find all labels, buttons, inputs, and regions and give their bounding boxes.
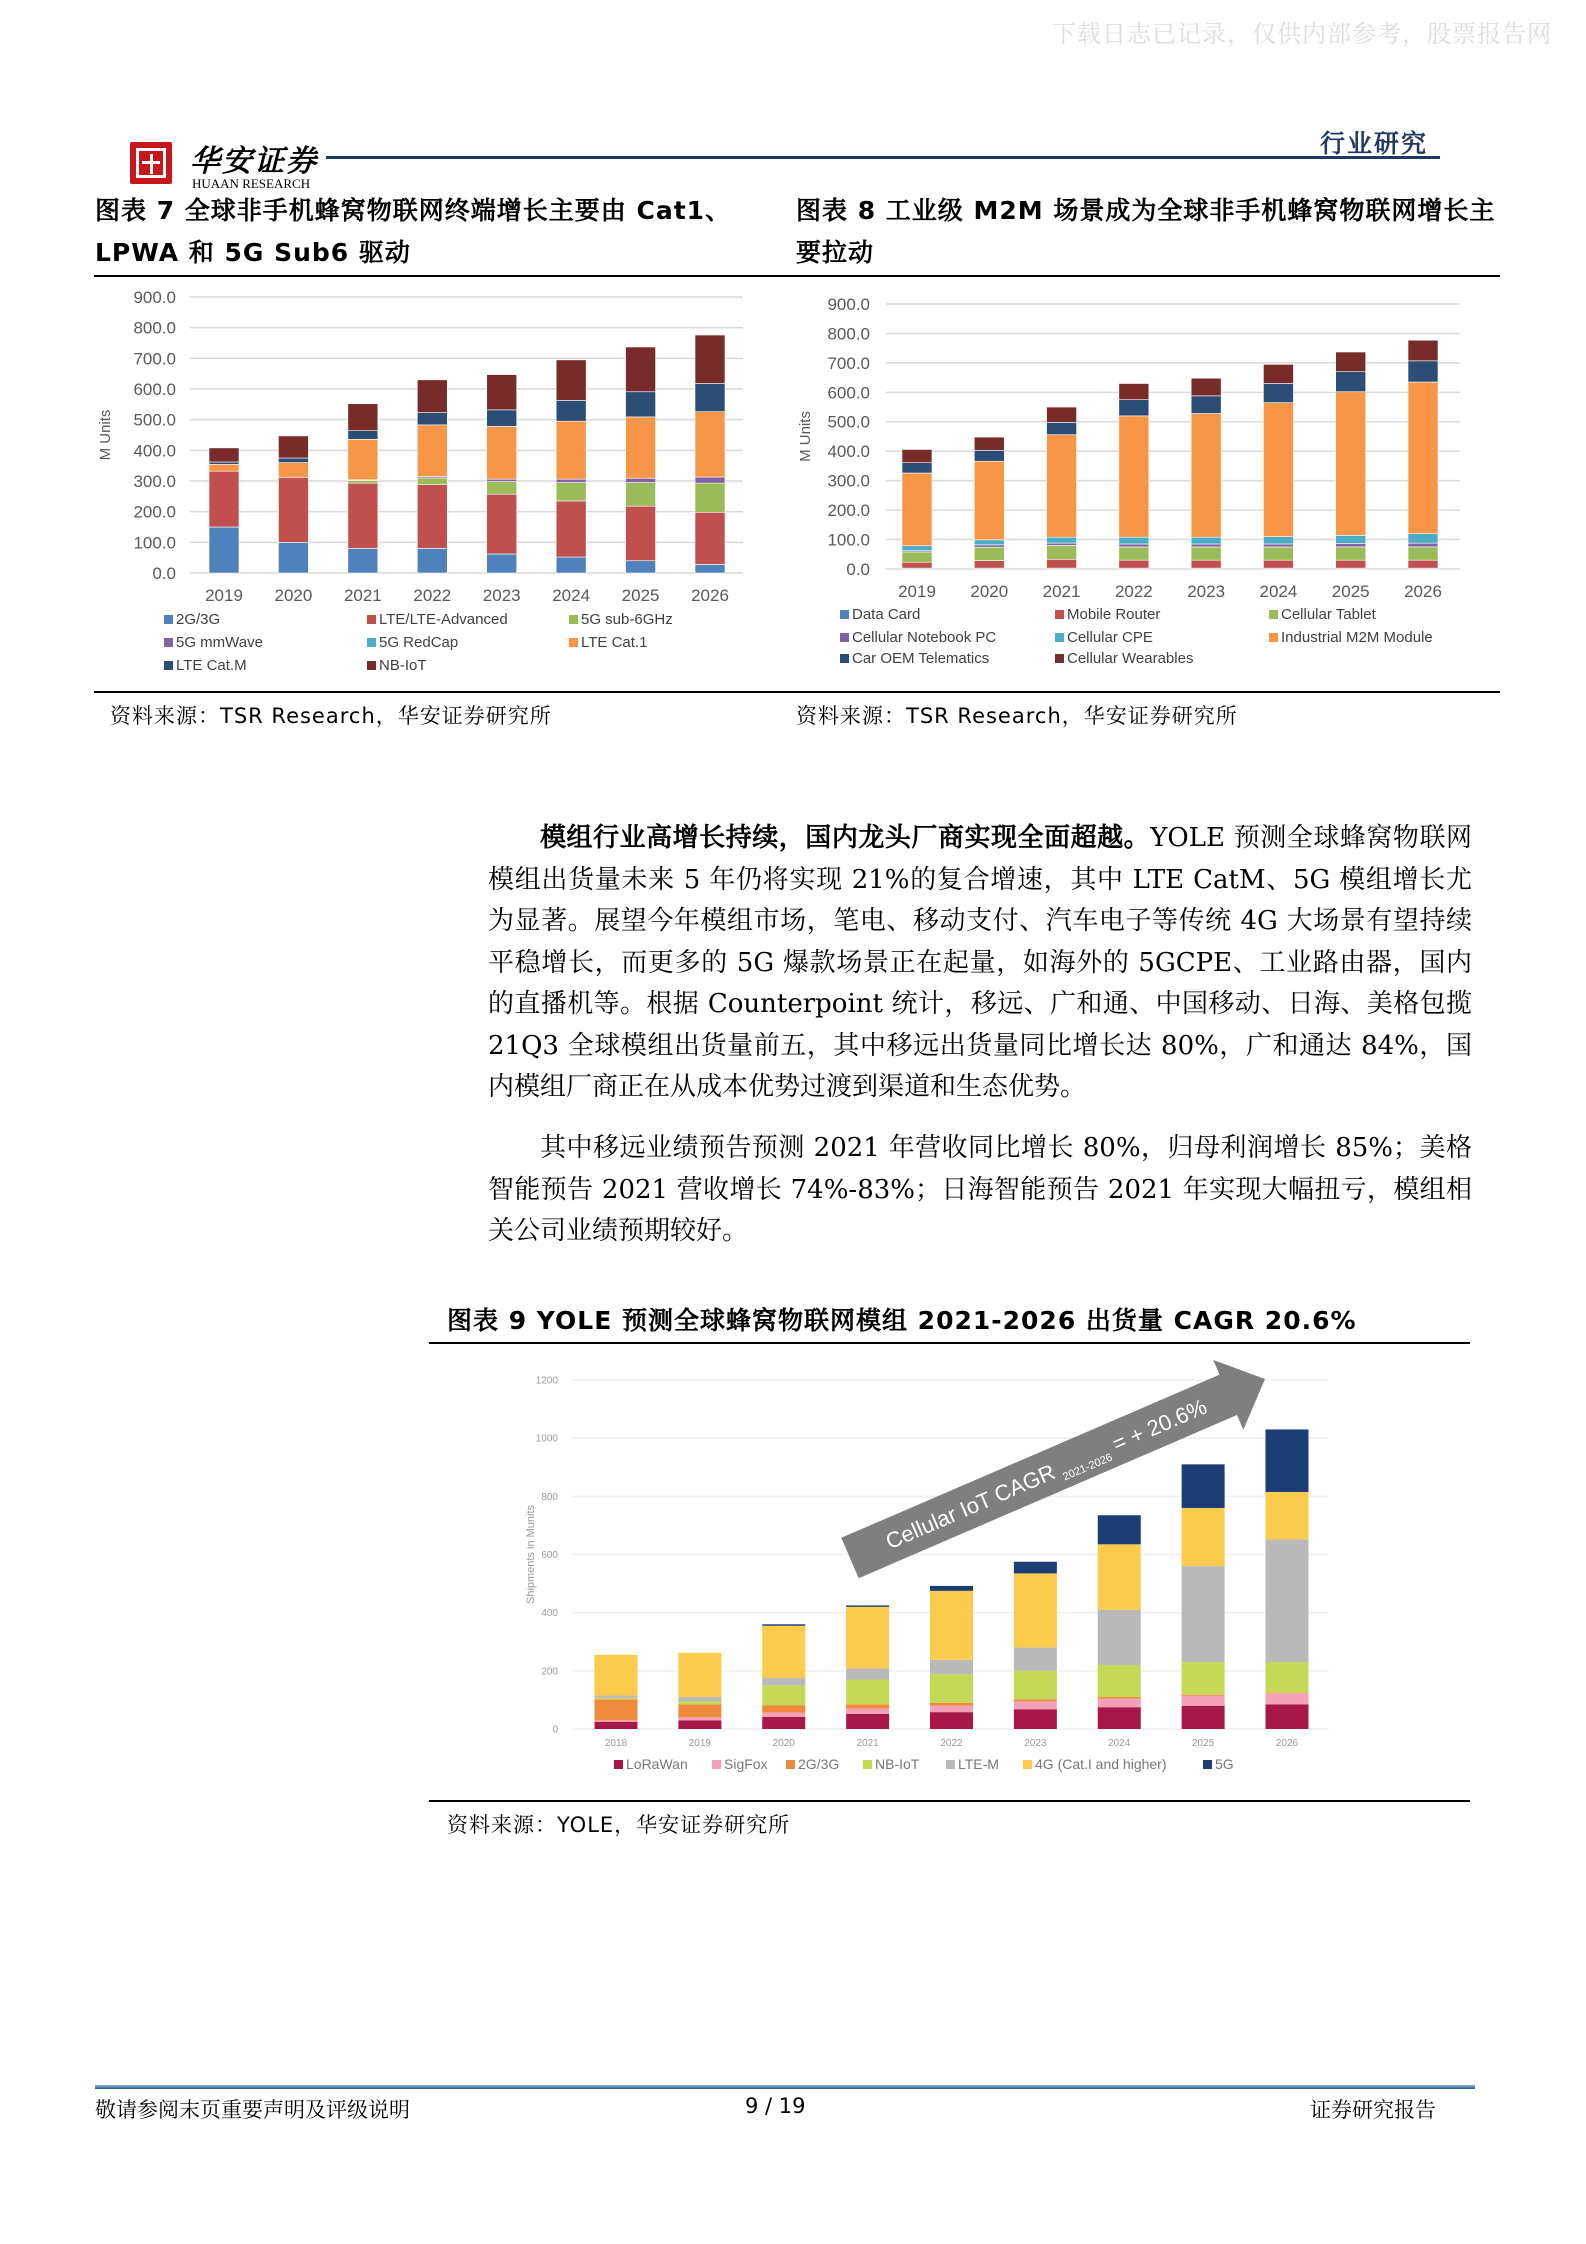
y-tick-label: 800 <box>541 1491 558 1503</box>
figure-9-source: 资料来源：YOLE，华安证券研究所 <box>447 1813 791 1837</box>
figure-9-bottom-rule <box>429 1800 1470 1802</box>
y-tick-label: 0 <box>552 1724 558 1736</box>
y-tick-label: 600.0 <box>827 383 870 403</box>
legend-label: Mobile Router <box>1067 606 1161 623</box>
bar-segment-cellular-cpe <box>1047 537 1077 543</box>
bar-segment-2g-3g <box>278 542 308 573</box>
bar-segment-lte-lte-advanced <box>209 471 239 527</box>
bar-segment-lte-lte-advanced <box>487 494 517 554</box>
bar-segment-sigfox <box>595 1720 638 1721</box>
bar-segment-lte-m <box>1098 1610 1141 1665</box>
bar-segment-2g-3g <box>762 1705 805 1712</box>
bar-segment-car-oem-telematics <box>1191 396 1221 414</box>
y-tick-label: 500.0 <box>827 412 870 432</box>
bar-segment-lte-lte-advanced <box>348 483 378 548</box>
bar-segment-cellular-notebook-pc <box>1408 543 1438 547</box>
bar-segment-nb-iot <box>762 1685 805 1705</box>
bar-segment-sigfox <box>1182 1696 1225 1706</box>
bar-segment-2g-3g <box>678 1704 721 1717</box>
x-tick-label: 2019 <box>898 582 936 601</box>
bar-segment-lte-cat-1 <box>695 412 725 477</box>
figure-top-rule <box>94 275 1500 277</box>
y-tick-label: 200.0 <box>827 501 870 521</box>
legend-label: Car OEM Telematics <box>852 650 990 667</box>
bar-segment-5g <box>846 1605 889 1606</box>
bar-segment-lte-cat-m <box>626 392 656 417</box>
bar-segment-lte-cat-1 <box>209 464 239 471</box>
figure-7-title: 图表 7 全球非手机蜂窝物联网终端增长主要由 Cat1、LPWA 和 5G Sub6 驱动 <box>95 196 732 267</box>
watermark: 下载日志已记录，仅供内部参考，股票报告网 <box>1052 20 1552 48</box>
bar-segment-cellular-wearables <box>902 449 932 462</box>
x-tick-label: 2019 <box>688 1738 711 1749</box>
bar-segment-lte-lte-advanced <box>626 506 656 561</box>
bar-segment-5g <box>930 1586 973 1591</box>
bar-segment-nb-iot <box>487 375 517 410</box>
legend-swatch <box>367 638 376 647</box>
legend-swatch <box>1055 633 1064 642</box>
bar-segment-2g-3g <box>930 1703 973 1706</box>
y-tick-label: 300.0 <box>827 471 870 491</box>
bar-segment-5g-sub-6ghz <box>695 483 725 512</box>
bar-segment-4g-cat-i-and-higher- <box>1014 1573 1057 1647</box>
y-tick-label: 1200 <box>535 1375 558 1387</box>
bar-segment-5g <box>1098 1515 1141 1544</box>
x-tick-label: 2023 <box>482 586 521 605</box>
x-tick-label: 2025 <box>1331 582 1370 601</box>
bar-segment-cellular-wearables <box>1336 352 1366 372</box>
bar-segment-industrial-m2m-module <box>974 461 1004 540</box>
bar-segment-cellular-tablet <box>1191 547 1221 560</box>
bar-segment-cellular-wearables <box>1263 364 1293 383</box>
footer-report-type: 证券研究报告 <box>1310 2098 1436 2122</box>
bar-segment-cellular-wearables <box>1408 340 1438 361</box>
bar-segment-industrial-m2m-module <box>1119 416 1149 537</box>
bar-segment-lte-cat-m <box>209 462 239 464</box>
bar-segment-sigfox <box>762 1712 805 1716</box>
bar-segment-cellular-cpe <box>1408 534 1438 543</box>
legend-label: LTE/LTE-Advanced <box>379 611 508 628</box>
bar-segment-5g-mmwave <box>626 478 656 482</box>
bar-segment-2g-3g <box>695 564 725 573</box>
bar-segment-car-oem-telematics <box>1119 400 1149 416</box>
x-tick-label: 2023 <box>1187 582 1226 601</box>
bar-segment-cellular-tablet <box>974 547 1004 560</box>
page-number: 9 / 19 <box>745 2094 806 2118</box>
bar-segment-lte-m <box>1182 1566 1225 1662</box>
bar-segment-industrial-m2m-module <box>1047 435 1077 537</box>
bar-segment-mobile-router <box>1263 560 1293 568</box>
bar-segment-mobile-router <box>902 562 932 568</box>
bar-segment-car-oem-telematics <box>974 450 1004 461</box>
x-tick-label: 2018 <box>604 1738 628 1749</box>
bar-segment-sigfox <box>1266 1693 1309 1704</box>
bar-segment-2g-3g <box>595 1699 638 1720</box>
y-tick-label: 900.0 <box>133 287 176 307</box>
bar-segment-car-oem-telematics <box>1263 384 1293 403</box>
bar-segment-2g-3g <box>1182 1695 1225 1696</box>
legend-label: 2G/3G <box>176 611 221 628</box>
logo-icon <box>130 142 172 184</box>
bar-segment-lte-cat-m <box>556 400 586 421</box>
y-tick-label: 100.0 <box>827 530 870 550</box>
x-tick-label: 2021 <box>856 1738 879 1749</box>
bar-segment-5g-sub-6ghz <box>417 478 447 485</box>
bar-segment-lte-cat-m <box>695 383 725 411</box>
bar-segment-lte-cat-1 <box>278 463 308 478</box>
legend-label: Cellular Notebook PC <box>852 629 997 646</box>
x-tick-label: 2024 <box>1108 1738 1131 1749</box>
bar-segment-sigfox <box>1014 1701 1057 1709</box>
bar-segment-lte-m <box>1014 1648 1057 1671</box>
chart-fig8 <box>790 280 1490 690</box>
bar-segment-2g-3g <box>1014 1699 1057 1701</box>
bar-segment-lte-cat-1 <box>417 425 447 477</box>
bar-segment-4g-cat-i-and-higher- <box>595 1655 638 1696</box>
legend-label: 5G mmWave <box>176 634 263 651</box>
bar-segment-cellular-notebook-pc <box>1047 543 1077 545</box>
footer-divider <box>95 2085 1475 2089</box>
bar-segment-cellular-cpe <box>902 546 932 551</box>
bar-segment-lte-m <box>846 1669 889 1680</box>
bar-segment-lte-cat-m <box>348 431 378 440</box>
bar-segment-nb-iot <box>556 360 586 400</box>
chart-fig7 <box>90 280 760 690</box>
bar-segment-5g <box>1182 1464 1225 1508</box>
legend-label: 5G RedCap <box>379 634 459 651</box>
legend-swatch <box>1023 1760 1032 1769</box>
bar-segment-nb-iot <box>846 1680 889 1705</box>
x-tick-label: 2022 <box>940 1738 963 1749</box>
bar-segment-cellular-cpe <box>1336 535 1366 543</box>
y-tick-label: 400.0 <box>133 441 176 461</box>
bar-segment-5g-mmwave <box>487 479 517 481</box>
bar-segment-cellular-notebook-pc <box>1336 543 1366 547</box>
x-tick-label: 2024 <box>1259 582 1298 601</box>
bar-segment-sigfox <box>1098 1698 1141 1707</box>
bar-segment-lorawan <box>1266 1704 1309 1729</box>
bar-segment-cellular-cpe <box>1263 537 1293 544</box>
bar-segment-nb-iot <box>695 335 725 383</box>
bar-segment-mobile-router <box>1191 560 1221 568</box>
bar-segment-nb-iot <box>1182 1662 1225 1695</box>
bar-segment-cellular-wearables <box>1119 384 1149 400</box>
bar-segment-nb-iot <box>678 1701 721 1704</box>
bar-segment-cellular-notebook-pc <box>1191 544 1221 547</box>
legend-label: Data Card <box>852 606 921 623</box>
bar-segment-cellular-wearables <box>974 437 1004 450</box>
legend-label: Cellular Wearables <box>1067 650 1194 667</box>
y-tick-label: 600.0 <box>133 379 176 399</box>
legend-label: Cellular Tablet <box>1281 606 1376 623</box>
y-axis-label: M Units <box>97 409 114 461</box>
legend-swatch <box>946 1760 955 1769</box>
y-tick-label: 800.0 <box>827 324 870 344</box>
figure-9-top-rule <box>429 1342 1470 1344</box>
bar-segment-lte-m <box>595 1696 638 1698</box>
legend-swatch <box>1269 610 1278 619</box>
y-axis-label: M Units <box>797 411 814 462</box>
bar-segment-2g-3g <box>1098 1697 1141 1698</box>
bar-segment-2g-3g <box>626 561 656 573</box>
bar-segment-5g-sub-6ghz <box>487 482 517 495</box>
x-tick-label: 2024 <box>552 586 591 605</box>
bar-segment-lorawan <box>1182 1706 1225 1729</box>
y-tick-label: 200 <box>541 1666 558 1678</box>
bar-segment-nb-iot <box>1266 1662 1309 1693</box>
x-tick-label: 2022 <box>413 586 452 605</box>
bar-segment-2g-3g <box>1266 1693 1309 1694</box>
bar-segment-cellular-cpe <box>1191 537 1221 544</box>
legend-swatch <box>1055 654 1064 663</box>
x-tick-label: 2022 <box>1114 582 1153 601</box>
figure-9-title: 图表 9 YOLE 预测全球蜂窝物联网模组 2021-2026 出货量 CAGR 20.6% <box>447 1306 1357 1335</box>
bar-segment-4g-cat-i-and-higher- <box>762 1626 805 1678</box>
bar-segment-4g-cat-i-and-higher- <box>930 1591 973 1660</box>
y-tick-label: 600 <box>541 1550 558 1561</box>
bar-segment-lte-m <box>1266 1539 1309 1662</box>
bar-segment-5g-sub-6ghz <box>348 480 378 483</box>
bar-segment-lorawan <box>1014 1709 1057 1729</box>
bar-segment-industrial-m2m-module <box>1408 382 1438 534</box>
x-tick-label: 2023 <box>1024 1738 1047 1749</box>
x-tick-label: 2025 <box>1192 1738 1215 1749</box>
legend-label: LTE Cat.1 <box>581 634 648 651</box>
bar-segment-5g-sub-6ghz <box>626 483 656 507</box>
legend-swatch <box>367 661 376 670</box>
bar-segment-2g-3g <box>209 527 239 573</box>
x-tick-label: 2020 <box>772 1738 795 1749</box>
bar-segment-industrial-m2m-module <box>902 473 932 546</box>
bar-segment-cellular-tablet <box>902 552 932 562</box>
figure-8-source: 资料来源：TSR Research，华安证券研究所 <box>796 704 1238 728</box>
body-paragraph-2: 其中移远业绩预告预测 2021 年营收同比增长 80%，归母利润增长 85%；美格智能预告 2021 营收增长 74%-83%；日海智能预告 2021 年实现大幅扭亏，模组相关公司业绩预期较好。 <box>488 1133 1472 1246</box>
y-tick-label: 400 <box>541 1608 558 1620</box>
bar-segment-5g <box>1266 1429 1309 1492</box>
bar-segment-nb-iot <box>595 1698 638 1699</box>
legend-swatch <box>712 1760 721 1769</box>
body-paragraph-1 <box>488 818 1472 1109</box>
x-tick-label: 2019 <box>205 586 243 605</box>
bar-segment-mobile-router <box>1408 560 1438 568</box>
paragraph-lead: 模组行业高增长持续，国内龙头厂商实现全面超越。 <box>540 823 1151 853</box>
logo-subtext: HUAAN RESEARCH <box>192 176 311 191</box>
bar-segment-cellular-notebook-pc <box>974 545 1004 547</box>
bar-segment-cellular-cpe <box>1119 537 1149 544</box>
bar-segment-lorawan <box>1098 1707 1141 1729</box>
bar-segment-lte-cat-m <box>417 413 447 425</box>
bar-segment-nb-iot <box>417 380 447 413</box>
bar-segment-lte-m <box>678 1697 721 1701</box>
x-tick-label: 2021 <box>343 586 382 605</box>
bar-segment-lte-cat-m <box>278 458 308 463</box>
bar-segment-5g-mmwave <box>556 479 586 482</box>
y-axis-label: Shipments in Munits <box>525 1504 537 1605</box>
figure-7-source: 资料来源：TSR Research，华安证券研究所 <box>110 704 552 728</box>
legend-label: Industrial M2M Module <box>1281 629 1433 646</box>
bar-segment-cellular-tablet <box>1047 545 1077 559</box>
bar-segment-nb-iot <box>930 1674 973 1703</box>
bar-segment-2g-3g <box>348 548 378 573</box>
x-tick-label: 2021 <box>1042 582 1081 601</box>
legend-swatch <box>863 1760 872 1769</box>
legend-swatch <box>569 638 578 647</box>
bar-segment-lte-cat-1 <box>487 426 517 479</box>
bar-segment-cellular-tablet <box>1263 547 1293 560</box>
y-tick-label: 100.0 <box>133 533 176 553</box>
bar-segment-nb-iot <box>278 436 308 458</box>
bar-segment-lte-cat-m <box>487 410 517 427</box>
legend-label: 4G (Cat.I and higher) <box>1035 1756 1167 1772</box>
bar-segment-sigfox <box>846 1709 889 1714</box>
bar-segment-sigfox <box>678 1717 721 1720</box>
bar-segment-mobile-router <box>1119 560 1149 568</box>
bar-segment-2g-3g <box>417 548 447 573</box>
bar-segment-cellular-tablet <box>1336 547 1366 560</box>
y-tick-label: 1000 <box>535 1433 558 1445</box>
bar-segment-cellular-wearables <box>1047 407 1077 422</box>
bar-segment-industrial-m2m-module <box>1191 414 1221 538</box>
bar-segment-car-oem-telematics <box>1408 361 1438 382</box>
legend-swatch <box>614 1760 623 1769</box>
bar-segment-lte-cat-1 <box>556 421 586 479</box>
y-tick-label: 800.0 <box>133 318 176 338</box>
legend-swatch <box>569 615 578 624</box>
bar-segment-lorawan <box>762 1717 805 1729</box>
y-tick-label: 400.0 <box>827 442 870 462</box>
legend-swatch <box>840 633 849 642</box>
legend-label: Cellular CPE <box>1067 629 1153 646</box>
bar-segment-mobile-router <box>974 560 1004 568</box>
y-tick-label: 700.0 <box>133 349 176 369</box>
legend-label: NB-IoT <box>379 657 427 674</box>
bar-segment-4g-cat-i-and-higher- <box>1098 1544 1141 1609</box>
bar-segment-lorawan <box>930 1712 973 1729</box>
footer-disclaimer: 敬请参阅末页重要声明及评级说明 <box>95 2098 410 2122</box>
bar-segment-nb-iot <box>348 404 378 431</box>
x-tick-label: 2026 <box>1275 1738 1299 1749</box>
bar-segment-4g-cat-i-and-higher- <box>678 1653 721 1697</box>
cagr-annotation: Cellular IoT CAGR $_{2021-2026}$ = + 20.6% <box>881 1393 1211 1555</box>
bar-segment-car-oem-telematics <box>1047 422 1077 434</box>
bar-segment-nb-iot <box>209 448 239 462</box>
bar-segment-industrial-m2m-module <box>1263 403 1293 537</box>
legend-label: SigFox <box>724 1756 768 1772</box>
x-tick-label: 2020 <box>970 582 1009 601</box>
bar-segment-lte-lte-advanced <box>695 512 725 564</box>
paragraph-text: YOLE 预测全球蜂窝物联网模组出货量未来 5 年仍将实现 21%的复合增速，其中 LTE CatM、5G 模组增长尤为显著。展望今年模组市场，笔电、移动支付、汽车电子等传统 4G 大场景有望持续平稳增长，而更多的 5G 爆款场景正在起量，如海外的 5GCPE、工业路由器，国内的直播机等。根据 Counterpoint 统计，移远、广和通、中国移动、日海、美格包揽 21Q3 全球模组出货量前五，其中移远出货量同比增长达 80%，广和通达 84%，国内模组厂商正在从成本优势过渡到渠道和生态优势。 <box>488 823 1472 1102</box>
bar-segment-lte-m <box>930 1660 973 1675</box>
legend-label: LoRaWan <box>626 1756 688 1772</box>
legend-label: LTE Cat.M <box>176 657 247 674</box>
legend-label: 5G sub-6GHz <box>581 611 673 628</box>
bar-segment-lte-lte-advanced <box>417 485 447 549</box>
legend-swatch <box>1055 610 1064 619</box>
bar-segment-5g <box>762 1624 805 1625</box>
bar-segment-lte-m <box>762 1678 805 1685</box>
legend-label: LTE-M <box>958 1756 999 1772</box>
legend-swatch <box>164 638 173 647</box>
bar-segment-nb-iot <box>1098 1665 1141 1697</box>
legend-swatch <box>164 615 173 624</box>
bar-segment-5g <box>1014 1562 1057 1574</box>
bar-segment-4g-cat-i-and-higher- <box>1266 1492 1309 1539</box>
bar-segment-lte-lte-advanced <box>278 477 308 542</box>
bar-segment-cellular-notebook-pc <box>1119 544 1149 547</box>
bar-segment-lte-cat-1 <box>626 417 656 478</box>
y-tick-label: 200.0 <box>133 502 176 522</box>
x-tick-label: 2026 <box>1404 582 1442 601</box>
figure-bottom-rule <box>94 691 1500 693</box>
bar-segment-2g-3g <box>846 1704 889 1708</box>
x-tick-label: 2020 <box>274 586 313 605</box>
legend-swatch <box>164 661 173 670</box>
bar-segment-lte-cat-1 <box>348 439 378 479</box>
section-label: 行业研究 <box>1320 129 1429 158</box>
chart-fig9 <box>520 1360 1360 1790</box>
bar-segment-cellular-tablet <box>1408 547 1438 560</box>
bar-segment-car-oem-telematics <box>1336 372 1366 392</box>
y-tick-label: 0.0 <box>846 559 870 579</box>
legend-label: 2G/3G <box>798 1756 840 1772</box>
bar-segment-car-oem-telematics <box>902 463 932 473</box>
legend-swatch <box>840 654 849 663</box>
bar-segment-mobile-router <box>1047 559 1077 568</box>
bar-segment-industrial-m2m-module <box>1336 392 1366 536</box>
bar-segment-cellular-wearables <box>1191 378 1221 396</box>
bar-segment-nb-iot <box>626 347 656 392</box>
figure-8-title: 图表 8 工业级 M2M 场景成为全球非手机蜂窝物联网增长主要拉动 <box>796 196 1496 267</box>
legend-swatch <box>1203 1760 1212 1769</box>
bar-segment-sigfox <box>930 1706 973 1712</box>
bar-segment-lorawan <box>846 1714 889 1729</box>
y-tick-label: 500.0 <box>133 410 176 430</box>
x-tick-label: 2026 <box>691 586 729 605</box>
bar-segment-cellular-cpe <box>974 540 1004 545</box>
y-tick-label: 700.0 <box>827 353 870 373</box>
bar-segment-5g-mmwave <box>695 477 725 483</box>
y-tick-label: 300.0 <box>133 471 176 491</box>
bar-segment-lorawan <box>678 1720 721 1729</box>
legend-label: 5G <box>1215 1756 1234 1772</box>
bar-segment-4g-cat-i-and-higher- <box>1182 1508 1225 1566</box>
bar-segment-5g-sub-6ghz <box>556 483 586 501</box>
bar-segment-mobile-router <box>1336 560 1366 568</box>
legend-swatch <box>786 1760 795 1769</box>
x-tick-label: 2025 <box>621 586 660 605</box>
bar-segment-2g-3g <box>556 557 586 573</box>
bar-segment-nb-iot <box>1014 1671 1057 1700</box>
bar-segment-cellular-notebook-pc <box>1263 544 1293 547</box>
legend-swatch <box>367 615 376 624</box>
legend-swatch <box>1269 633 1278 642</box>
bar-segment-lte-lte-advanced <box>556 501 586 557</box>
y-tick-label: 900.0 <box>827 294 870 314</box>
bar-segment-2g-3g <box>487 554 517 573</box>
legend-swatch <box>840 610 849 619</box>
bar-segment-cellular-tablet <box>1119 547 1149 560</box>
header-divider <box>326 156 1440 159</box>
logo-text: 华安证券 <box>190 144 318 179</box>
legend-label: NB-IoT <box>875 1756 920 1772</box>
bar-segment-4g-cat-i-and-higher- <box>846 1607 889 1669</box>
y-tick-label: 0.0 <box>152 563 176 583</box>
bar-segment-lorawan <box>595 1722 638 1729</box>
